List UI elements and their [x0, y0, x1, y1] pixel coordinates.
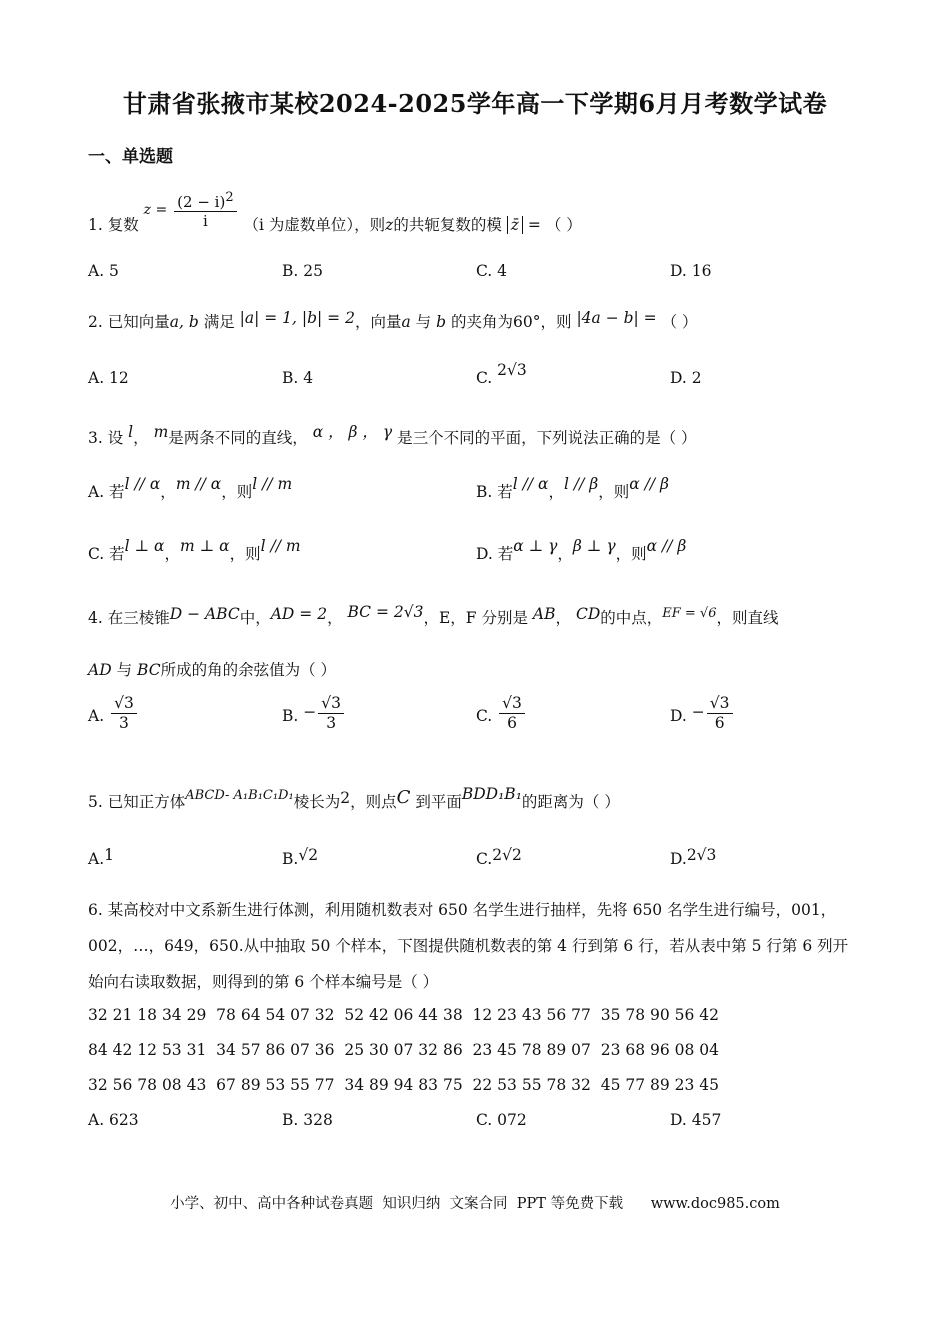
question-4: 4. 在三棱锥D − ABC中，AD = 2， BC = 2√3，E，F 分别是 AB， CD的中点，$^{EF = √6}$，则直线 [88, 603, 779, 627]
q1-option-d[interactable]: D. 16 [670, 262, 712, 280]
q6-option-b[interactable]: B. 328 [282, 1111, 333, 1129]
q3-option-c[interactable]: C. 若l ⊥ α，m ⊥ α，则l // m [88, 537, 301, 563]
q6-option-a[interactable]: A. 623 [88, 1111, 139, 1129]
q2-option-a[interactable]: A. 12 [88, 369, 129, 387]
q2-option-c[interactable]: C. 2√3 [476, 361, 527, 387]
q2-option-d[interactable]: D. 2 [670, 369, 702, 387]
q1-option-b[interactable]: B. 25 [282, 262, 323, 280]
q1-option-a[interactable]: A. 5 [88, 262, 119, 280]
q3-option-b[interactable]: B. 若l // α，l // β，则α // β [476, 475, 669, 501]
question-5: 5. 已知正方体$^{ABCD- A_1B_1C_1D_1}$棱长为2，则点C 到平面BDD₁B₁的距离为（ ） [88, 785, 620, 811]
q4-option-a[interactable]: A. $\frac{√3}{3}$ [88, 694, 139, 732]
q4-option-d[interactable]: D. − $\frac{√3}{6}$ [670, 694, 735, 732]
q5-option-d[interactable]: D.2√3 [670, 846, 717, 868]
question-2: 2. 已知向量a, b 满足 |a| = 1, |b| = 2，向量a 与 b 的夹角为60°，则 |4a − b| = （ ） [88, 309, 698, 331]
q3-option-d[interactable]: D. 若α ⊥ γ，β ⊥ γ，则α // β [476, 537, 687, 563]
q2-condition: |a| = 1, |b| = 2 [239, 309, 355, 327]
q5-option-b[interactable]: B.√2 [282, 846, 319, 868]
q1-tail: （ ） [545, 216, 582, 234]
q2-expression: |4a − b| = [576, 309, 657, 327]
q1-prefix: 1. 复数 [88, 216, 139, 234]
question-6-line-3: 始向右读取数据，则得到的第 6 个样本编号是（ ） [88, 973, 439, 991]
random-table-row-5: 84 42 12 53 31 34 57 86 07 36 25 30 07 32 86 23 45 78 89 07 23 68 96 08 04 [88, 1041, 720, 1059]
q6-option-d[interactable]: D. 457 [670, 1111, 722, 1129]
q5-option-c[interactable]: C.2√2 [476, 846, 522, 868]
q5-option-a[interactable]: A.1 [88, 846, 114, 868]
section-heading: 一、单选题 [88, 147, 173, 167]
q1-option-c[interactable]: C. 4 [476, 262, 508, 280]
q2-option-b[interactable]: B. 4 [282, 369, 314, 387]
q4-option-b[interactable]: B. − $\frac{√3}{3}$ [282, 694, 346, 732]
exam-title: 甘肃省张掖市某校2024-2025学年高一下学期6月月考数学试卷 [122, 89, 828, 118]
question-6-line-1: 6. 某高校对中文系新生进行体测，利用随机数表对 650 名学生进行抽样，先将 650 名学生进行编号，001， [88, 901, 837, 919]
random-table-row-6: 32 56 78 08 43 67 89 53 55 77 34 89 94 83 75 22 53 55 78 32 45 77 89 23 45 [88, 1076, 720, 1094]
question-4-line-2: AD 与 BC所成的角的余弦值为（ ） [88, 661, 336, 679]
question-1: 1. 复数 z = $\frac{(2 - i)^2}{i}$ （i 为虚数单位），则z的共轭复数的模 z̄ = （ ） [88, 190, 582, 234]
q3-option-a[interactable]: A. 若l // α，m // α，则l // m [88, 475, 293, 501]
question-3: 3. 设 l， m是两条不同的直线， α ， β ， γ 是三个不同的平面，下列说法正确的是（ ） [88, 423, 697, 447]
q4-option-c[interactable]: C. $\frac{√3}{6}$ [476, 694, 527, 732]
random-table-row-4: 32 21 18 34 29 78 64 54 07 32 52 42 06 44 38 12 23 43 56 77 35 78 90 56 42 [88, 1006, 720, 1024]
q1-mid: （i 为虚数单位），则 [243, 216, 386, 234]
q1-modulus: z̄ [507, 216, 523, 234]
question-6-line-2: 002，…，649，650.从中抽取 50 个样本，下图提供随机数表的第 4 行到第 6 行，若从表中第 5 行第 6 列开 [88, 937, 849, 955]
page-footer: 小学、初中、高中各种试卷真题 知识归纳 文案合同 PPT 等免费下载 www.doc985.com [170, 1196, 780, 1212]
q6-option-c[interactable]: C. 072 [476, 1111, 527, 1129]
q1-formula: $\frac{(2 - i)^2}{i}$ [174, 190, 236, 230]
